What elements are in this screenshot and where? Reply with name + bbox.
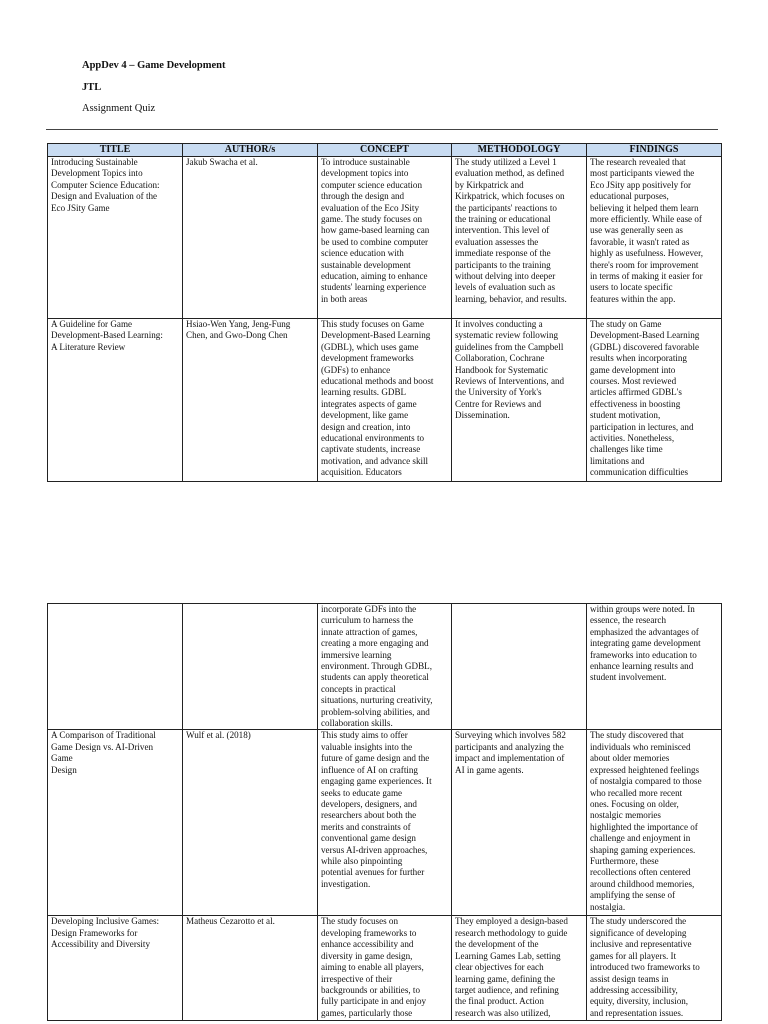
course-title: AppDev 4 – Game Development: [82, 60, 226, 71]
table-row: [48, 730, 722, 916]
cell-methodology: The study utilized a Level 1 evaluation method, as defined by Kirkpatrick and Kirkpatrick, which focuses on the participants' reactions to the training or educational intervention. This level of evaluation assesses the immediate response of the participants to the training without delving into deeper levels of evaluation such as learning, behavior, and results.: [455, 157, 567, 304]
header-divider: [46, 129, 718, 130]
cell-findings: The study discovered that individuals who reminisced about older memories expressed heightened feelings of nostalgia compared to those who recalled more recent ones. Focusing on older, nostalgic memories highlighted the importance of challenge and enjoyment in shaping gaming experiences. Furthermore, these recollections often centered around childhood memories, amplifying the sense of nostalgia.: [590, 730, 702, 912]
cell-title: Developing Inclusive Games: Design Frameworks for Accessibility and Diversity: [51, 916, 160, 950]
cell-concept: This study focuses on Game Development-Based Learning (GDBL), which uses game development frameworks (GDFs) to enhance educational methods and boost learning results. GDBL integrates aspects of game development, like game design and creation, into educational environments to captivate students, increase motivation, and advance skill acquisition. Educators: [321, 319, 434, 478]
col-header-methodology: METHODOLOGY: [452, 144, 587, 157]
literature-table-page1: [47, 143, 722, 482]
table-row: [48, 916, 722, 1021]
cell-title: Introducing Sustainable Development Topics into Computer Science Education: Design and Evaluation of the Eco JSity Game: [51, 157, 160, 213]
cell-methodology: It involves conducting a systematic review following guidelines from the Campbell Collaboration, Cochrane Handbook for Systematic Reviews of Interventions, and the University of York's Centre for Reviews and Dissemination.: [455, 319, 565, 421]
cell-findings: within groups were noted. In essence, the research emphasized the advantages of integrating game development frameworks into education to enhance learning results and student involvement.: [590, 604, 701, 683]
document-label: Assignment Quiz: [82, 103, 156, 114]
table-row: [48, 157, 722, 319]
cell-methodology: They employed a design-based research methodology to guide the development of the Learning Games Lab, setting clear objectives for each learning game, defining the target audience, and refining the final product. Action research was also utilized,: [455, 916, 568, 1018]
table-row: [48, 604, 722, 730]
table-header-row: [48, 144, 722, 157]
cell-title: A Comparison of Traditional Game Design vs. AI-Driven Game Design: [51, 730, 156, 775]
cell-concept: This study aims to offer valuable insights into the future of game design and the influence of AI on crafting engaging game experiences. It seeks to educate game developers, designers, and researchers about both the merits and constraints of conventional game design versus AI-driven approaches, while also pinpointing potential avenues for further investigation.: [321, 730, 432, 889]
col-header-authors: AUTHOR/s: [183, 144, 318, 157]
cell-findings: The study underscored the significance of developing inclusive and representative games for all players. It introduced two frameworks to assist design teams in addressing accessibility, equity, diversity, inclusion, and representation issues.: [590, 916, 700, 1018]
cell-concept: The study focuses on developing frameworks to enhance accessibility and diversity in game design, aiming to enable all players, irrespective of their backgrounds or abilities, to fully participate in and enjoy games, particularly those: [321, 916, 427, 1018]
cell-authors: Hsiao-Wen Yang, Jeng-Fung Chen, and Gwo-Dong Chen: [186, 319, 291, 341]
cell-authors: Wulf et al. (2018): [186, 730, 251, 741]
literature-table-page2: [47, 603, 722, 1021]
col-header-findings: FINDINGS: [587, 144, 722, 157]
cell-methodology: Surveying which involves 582 participants and analyzing the impact and implementation of AI in game agents.: [455, 730, 566, 775]
table-row: [48, 319, 722, 482]
cell-title: A Guideline for Game Development-Based Learning: A Literature Review: [51, 319, 163, 352]
cell-concept: incorporate GDFs into the curriculum to harness the innate attraction of games, creating a more engaging and immersive learning environment. Through GDBL, students can apply theoretical concepts in practical situations, nurturing creativity, problem-solving abilities, and collaboration skills.: [321, 604, 433, 729]
cell-authors: Jakub Swacha et al.: [186, 157, 258, 167]
cell-findings: The study on Game Development-Based Learning (GDBL) discovered favorable results when incorporating game development into courses. Most reviewed articles affirmed GDBL's effectiveness in boosting student motivation, participation in lectures, and activities. Nonetheless, challenges like time limitations and communication difficulties: [590, 319, 700, 478]
author-initials: JTL: [82, 82, 102, 93]
cell-authors: Matheus Cezarotto et al.: [186, 916, 275, 927]
cell-findings: The research revealed that most participants viewed the Eco JSity app positively for educational purposes, believing it helped them learn more efficiently. While ease of use was generally seen as favorable, it wasn't rated as highly as usefulness. However, there's room for improvement in terms of making it easier for users to locate specific features within the app.: [590, 157, 704, 304]
cell-concept: To introduce sustainable development topics into computer science education through the design and evaluation of the Eco JSity game. The study focuses on how game-based learning can be used to combine computer science education with sustainable development education, aiming to enhance students' learning experience in both areas: [321, 157, 430, 304]
col-header-concept: CONCEPT: [318, 144, 452, 157]
col-header-title: TITLE: [48, 144, 183, 157]
